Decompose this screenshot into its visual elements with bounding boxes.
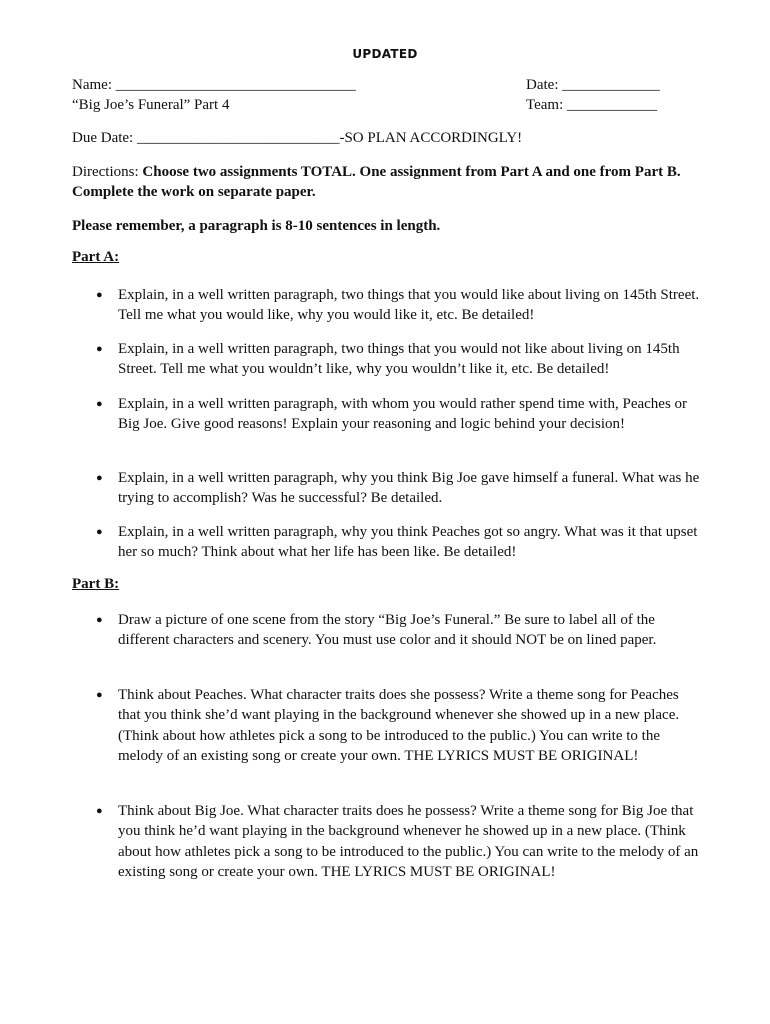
part-b-item-text: Draw a picture of one scene from the story “Big Joe’s Funeral.” Be sure to label all of the different characters and scenery. You must use color and it should NOT be on lined paper. bbox=[118, 612, 657, 649]
bullet-icon: ● bbox=[96, 614, 103, 626]
part-a-list bbox=[72, 468, 702, 509]
part-a-item bbox=[72, 522, 702, 563]
part-b-heading: Part B: bbox=[72, 576, 120, 592]
part-a-item bbox=[72, 468, 702, 509]
bullet-icon: ● bbox=[96, 398, 103, 410]
bullet-icon: ● bbox=[96, 343, 103, 355]
part-a-heading: Part A: bbox=[72, 249, 120, 265]
part-a-item-text: Explain, in a well written paragraph, two things that you would not like about living on 145th Street. Tell me what you wouldn’t like, why you wouldn’t like it, etc. Be detailed! bbox=[118, 341, 680, 378]
part-a-item bbox=[72, 394, 702, 435]
part-a-item bbox=[72, 339, 702, 380]
directions-text: Choose two assignments TOTAL. One assignment from Part A and one from Part B. Complete the work on separate paper. bbox=[72, 164, 681, 200]
directions-label: Directions: bbox=[72, 164, 143, 180]
paragraph-reminder: Please remember, a paragraph is 8-10 sentences in length. bbox=[72, 218, 441, 234]
part-a-item-text: Explain, in a well written paragraph, why you think Peaches got so angry. What was it that upset her so much? Think about what her life has been like. Be detailed! bbox=[118, 524, 698, 561]
part-a-list bbox=[72, 394, 702, 435]
bullet-icon: ● bbox=[96, 805, 103, 817]
part-b-item-text: Think about Big Joe. What character traits does he possess? Write a theme song for Big Joe that you think he’d want playing in the background whenever he showed up in a new place. (Think about how athletes pick a song to be introduced to the public.) You can write to the melody of an existing song or create your own. THE LYRICS MUST BE ORIGINAL! bbox=[118, 803, 699, 880]
date-field-line: Date: _____________ bbox=[526, 77, 660, 93]
team-field-line: Team: ____________ bbox=[526, 97, 658, 113]
bullet-icon: ● bbox=[96, 689, 103, 701]
part-b-list bbox=[72, 801, 702, 882]
part-a-list bbox=[72, 522, 702, 563]
due-date-line: Due Date: ___________________________-SO PLAN ACCORDINGLY! bbox=[72, 130, 523, 146]
part-b-list bbox=[72, 685, 702, 766]
name-field-line: Name: ________________________________ bbox=[72, 77, 356, 93]
part-a-list bbox=[72, 339, 702, 380]
bullet-icon: ● bbox=[96, 289, 103, 301]
updated-label: UPDATED bbox=[352, 47, 418, 61]
directions-paragraph bbox=[72, 162, 702, 202]
part-a-list bbox=[72, 285, 702, 326]
part-a-item-text: Explain, in a well written paragraph, two things that you would like about living on 145th Street. Tell me what you would like, why you would like it, etc. Be detailed! bbox=[118, 287, 700, 324]
part-b-list bbox=[72, 610, 702, 651]
bullet-icon: ● bbox=[96, 472, 103, 484]
part-b-item bbox=[72, 685, 702, 766]
part-b-item-text: Think about Peaches. What character traits does she possess? Write a theme song for Peaches that you think she’d want playing in the background whenever she showed up in a new place. (Think about how athletes pick a song to be introduced to the public.) You can write to the melody of an existing song or create your own. THE LYRICS MUST BE ORIGINAL! bbox=[118, 687, 680, 764]
assignment-title: “Big Joe’s Funeral” Part 4 bbox=[72, 97, 230, 113]
bullet-icon: ● bbox=[96, 526, 103, 538]
part-b-item bbox=[72, 610, 702, 651]
part-b-item bbox=[72, 801, 702, 882]
part-a-item-text: Explain, in a well written paragraph, with whom you would rather spend time with, Peaches or Big Joe. Give good reasons! Explain your reasoning and logic behind your decision! bbox=[118, 396, 688, 433]
part-a-item-text: Explain, in a well written paragraph, why you think Big Joe gave himself a funeral. What was he trying to accomplish? Was he successful? Be detailed. bbox=[118, 470, 700, 507]
part-a-item bbox=[72, 285, 702, 326]
